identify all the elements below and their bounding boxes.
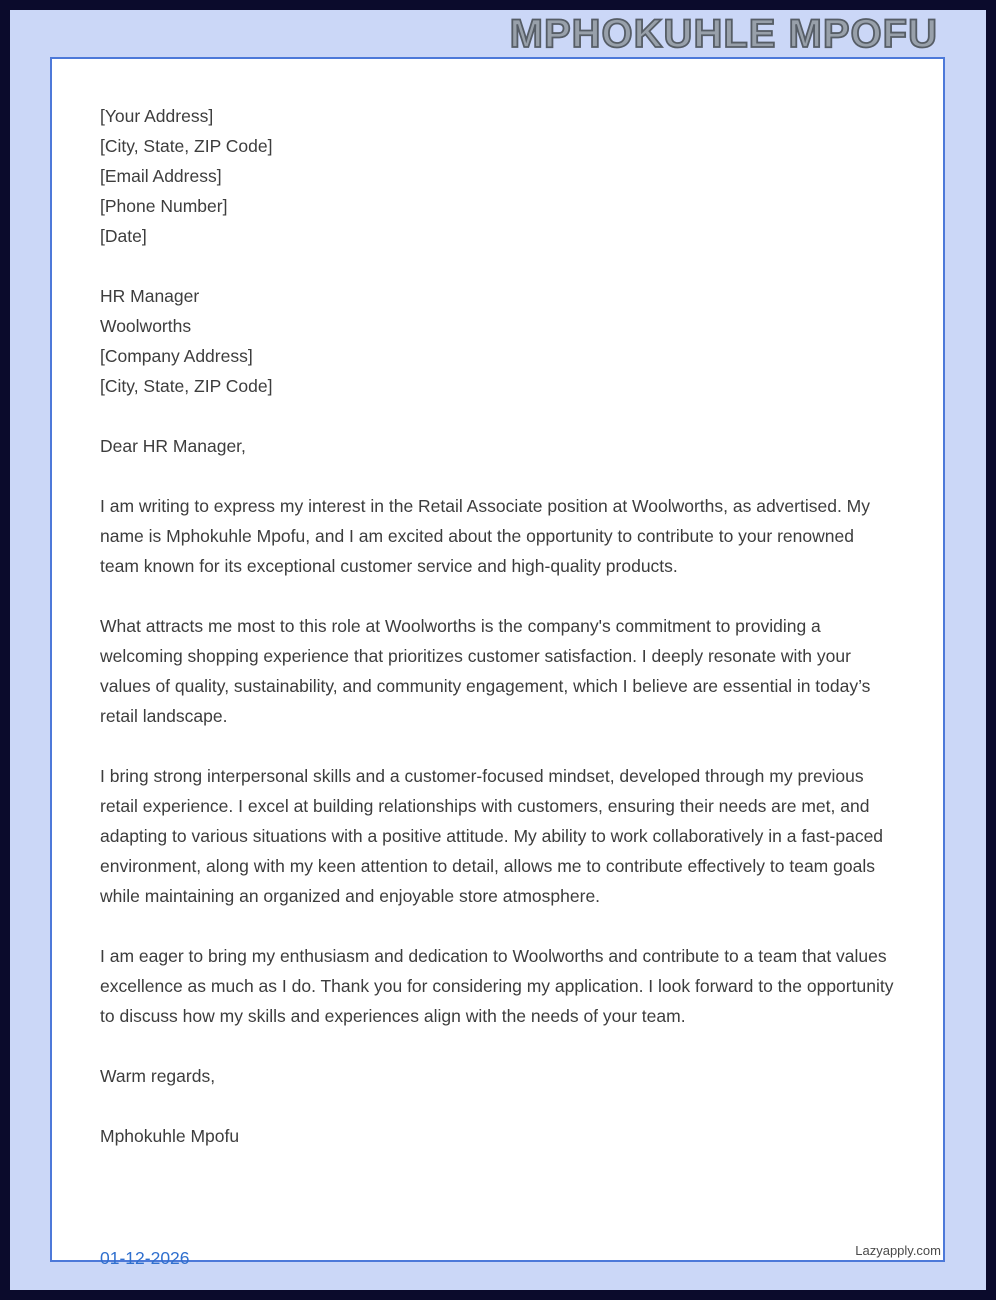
paragraph: I bring strong interpersonal skills and a customer-focused mindset, developed through my previous retail experience. I excel at building relationships with customers, ensuring their needs are met, and adapting to various situations with a positive attitude. My ability to work collaboratively in a fast-paced environment, along with my keen attention to detail, allows me to contribute effectively to team goals while maintaining an organized and enjoyable store atmosphere. [100,766,884,906]
recipient-line: HR Manager [100,286,200,306]
recipient-line: Woolworths [100,316,192,336]
watermark: Lazyapply.com [855,1243,941,1258]
letter-page [50,57,945,1262]
sender-address-line: [Date] [100,226,147,246]
letterhead [510,12,938,62]
sender-address-line: [City, State, ZIP Code] [100,136,273,156]
sender-address-block [100,101,895,251]
signature: Mphokuhle Mpofu [100,1126,240,1146]
paragraph: I am eager to bring my enthusiasm and dedication to Woolworths and contribute to a team that values excellence as much as I do. Thank you for considering my application. I look forward to the opportunity to discuss how my skills and experiences align with the needs of your team. [100,946,894,1026]
recipient-address-block [100,281,895,401]
salutation: Dear HR Manager, [100,436,246,456]
page-title: MPHOKUHLE MPOFU [510,12,938,62]
sender-address-line: [Email Address] [100,166,222,186]
sender-address-line: [Your Address] [100,106,214,126]
paragraph: What attracts me most to this role at Woolworths is the company's commitment to providing a welcoming shopping experience that prioritizes customer satisfaction. I deeply resonate with your values of quality, sustainability, and community engagement, which I believe are essential in today’s retail landscape. [100,616,871,726]
sender-address-line: [Phone Number] [100,196,228,216]
closing: Warm regards, [100,1066,216,1086]
recipient-line: [Company Address] [100,346,253,366]
recipient-line: [City, State, ZIP Code] [100,376,273,396]
paragraph: I am writing to express my interest in the Retail Associate position at Woolworths, as advertised. My name is Mphokuhle Mpofu, and I am excited about the opportunity to contribute to your renowned team known for its exceptional customer service and high-quality products. [100,496,870,576]
footer-date: 01-12-2026 [100,1248,190,1268]
